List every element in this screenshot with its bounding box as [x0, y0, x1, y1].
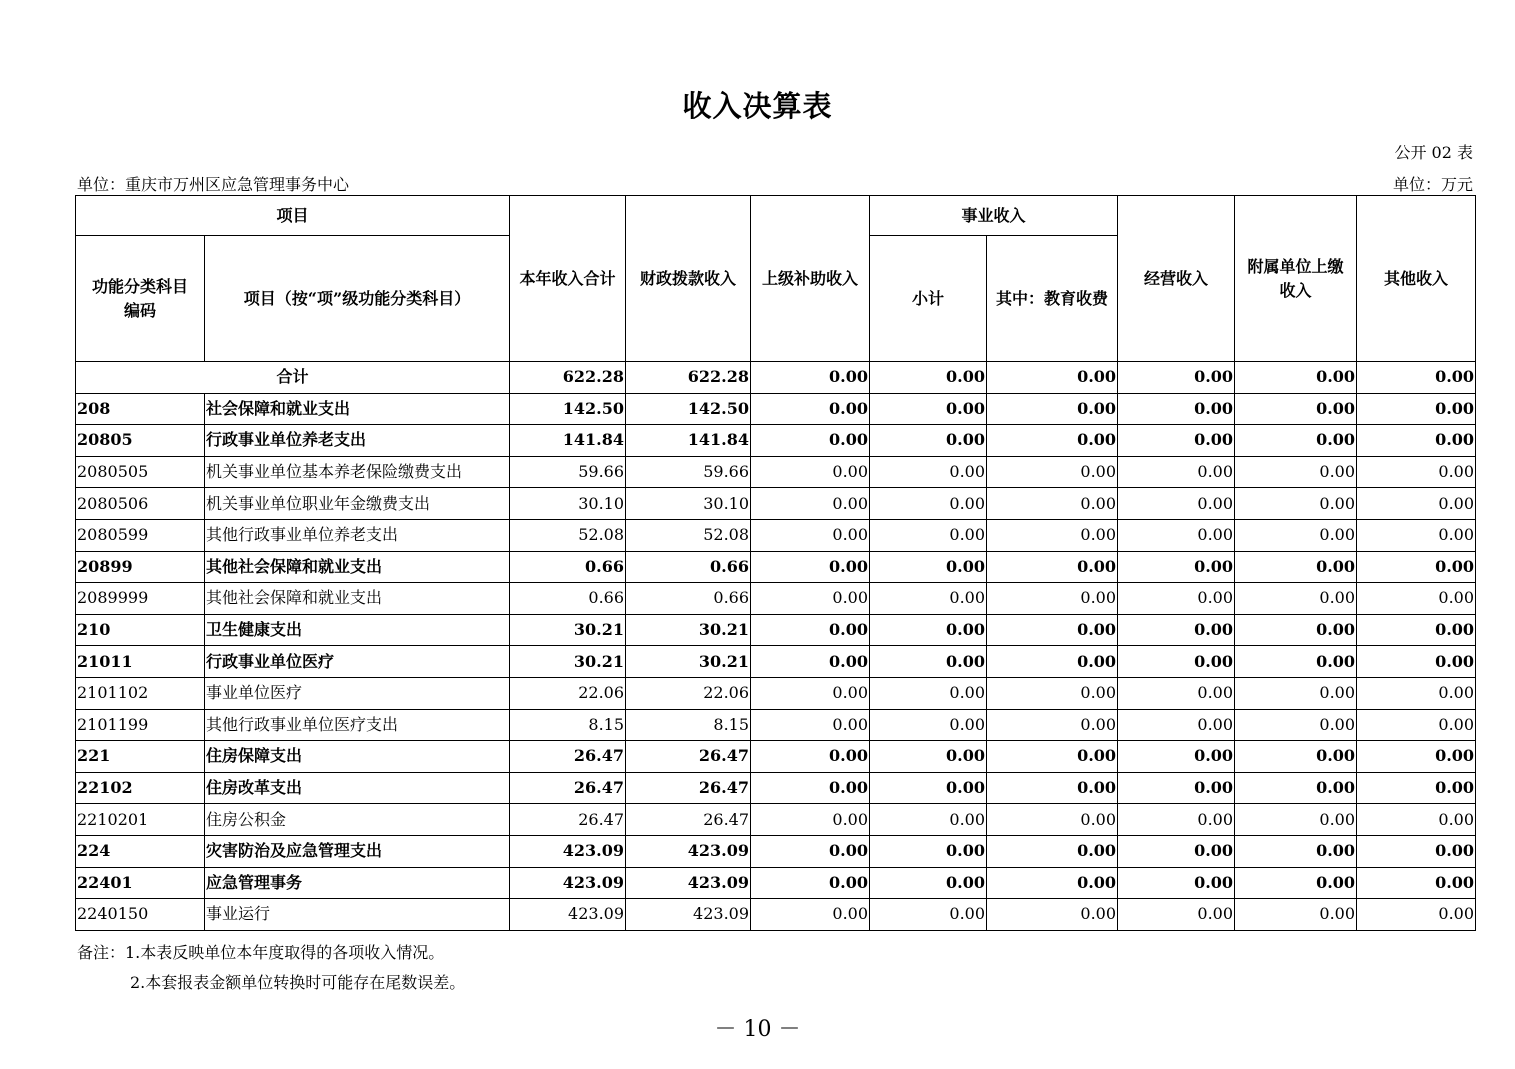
amount-cell: 0.00	[987, 488, 1118, 520]
amount-cell: 0.00	[1118, 425, 1235, 457]
code-cell: 20805	[76, 425, 205, 457]
amount-cell: 0.00	[987, 835, 1118, 867]
amount-cell: 0.00	[1118, 867, 1235, 899]
amount-cell: 0.00	[1118, 804, 1235, 836]
amount-cell: 8.15	[510, 709, 626, 741]
table-row	[76, 646, 1476, 678]
amount-cell: 0.00	[870, 835, 987, 867]
amount-cell: 0.00	[1118, 835, 1235, 867]
total-label: 合计	[76, 362, 510, 394]
amount-cell: 0.00	[870, 741, 987, 773]
amount-cell: 141.84	[510, 425, 626, 457]
currency-unit: 单位：万元	[1392, 175, 1473, 194]
header-superior: 上级补助收入	[751, 196, 870, 362]
amount-cell: 0.00	[1235, 393, 1357, 425]
amount-cell: 22.06	[626, 677, 751, 709]
amount-cell: 0.00	[1235, 772, 1357, 804]
total-cell: 0.00	[1118, 362, 1235, 394]
amount-cell: 0.00	[987, 899, 1118, 931]
amount-cell: 0.00	[987, 741, 1118, 773]
name-cell: 机关事业单位职业年金缴费支出	[205, 488, 510, 520]
name-cell: 住房改革支出	[205, 772, 510, 804]
name-cell: 机关事业单位基本养老保险缴费支出	[205, 456, 510, 488]
amount-cell: 30.21	[510, 646, 626, 678]
code-cell: 2101199	[76, 709, 205, 741]
amount-cell: 0.00	[751, 614, 870, 646]
amount-cell: 0.66	[510, 583, 626, 615]
amount-cell: 0.00	[1235, 583, 1357, 615]
amount-cell: 142.50	[626, 393, 751, 425]
header-operating: 经营收入	[1118, 196, 1235, 362]
amount-cell: 0.00	[870, 804, 987, 836]
amount-cell: 423.09	[626, 835, 751, 867]
amount-cell: 52.08	[510, 519, 626, 551]
amount-cell: 0.00	[870, 646, 987, 678]
amount-cell: 0.00	[751, 646, 870, 678]
code-cell: 208	[76, 393, 205, 425]
amount-cell: 0.00	[751, 425, 870, 457]
amount-cell: 26.47	[626, 772, 751, 804]
amount-cell: 30.10	[626, 488, 751, 520]
amount-cell: 0.00	[751, 835, 870, 867]
total-cell: 0.00	[987, 362, 1118, 394]
amount-cell: 0.00	[751, 456, 870, 488]
amount-cell: 30.21	[626, 614, 751, 646]
amount-cell: 0.00	[1357, 614, 1476, 646]
amount-cell: 59.66	[510, 456, 626, 488]
total-cell: 622.28	[510, 362, 626, 394]
code-cell: 2210201	[76, 804, 205, 836]
amount-cell: 0.00	[1357, 741, 1476, 773]
amount-cell: 0.00	[751, 583, 870, 615]
table-row	[76, 741, 1476, 773]
code-cell: 2089999	[76, 583, 205, 615]
code-cell: 22401	[76, 867, 205, 899]
amount-cell: 30.10	[510, 488, 626, 520]
amount-cell: 0.00	[1357, 551, 1476, 583]
table-row	[76, 677, 1476, 709]
amount-cell: 0.00	[751, 772, 870, 804]
amount-cell: 0.00	[870, 583, 987, 615]
table-row	[76, 488, 1476, 520]
code-cell: 2080506	[76, 488, 205, 520]
name-cell: 行政事业单位养老支出	[205, 425, 510, 457]
amount-cell: 0.66	[626, 551, 751, 583]
amount-cell: 26.47	[510, 772, 626, 804]
amount-cell: 0.00	[1235, 456, 1357, 488]
code-cell: 210	[76, 614, 205, 646]
total-row	[76, 362, 1476, 394]
amount-cell: 0.00	[1118, 899, 1235, 931]
amount-cell: 0.00	[1235, 677, 1357, 709]
amount-cell: 0.00	[987, 614, 1118, 646]
amount-cell: 0.00	[751, 519, 870, 551]
header-name: 项目（按“项”级功能分类科目）	[205, 236, 510, 362]
amount-cell: 0.00	[987, 804, 1118, 836]
amount-cell: 0.00	[1235, 835, 1357, 867]
name-cell: 灾害防治及应急管理支出	[205, 835, 510, 867]
header-total-income: 本年收入合计	[510, 196, 626, 362]
header-other: 其他收入	[1357, 196, 1476, 362]
table-row	[76, 835, 1476, 867]
amount-cell: 0.00	[870, 488, 987, 520]
amount-cell: 0.00	[751, 899, 870, 931]
amount-cell: 0.66	[510, 551, 626, 583]
amount-cell: 0.00	[987, 867, 1118, 899]
code-cell: 2080505	[76, 456, 205, 488]
amount-cell: 26.47	[626, 741, 751, 773]
name-cell: 应急管理事务	[205, 867, 510, 899]
amount-cell: 0.00	[987, 709, 1118, 741]
amount-cell: 0.00	[1357, 519, 1476, 551]
amount-cell: 0.00	[1235, 425, 1357, 457]
notes	[77, 938, 465, 998]
table-row	[76, 519, 1476, 551]
amount-cell: 0.00	[1235, 646, 1357, 678]
note-1: 备注：1.本表反映单位本年度取得的各项收入情况。	[77, 943, 445, 962]
amount-cell: 26.47	[510, 741, 626, 773]
amount-cell: 0.00	[870, 456, 987, 488]
total-cell: 0.00	[1357, 362, 1476, 394]
amount-cell: 0.00	[1235, 741, 1357, 773]
page-title: 收入决算表	[682, 89, 833, 123]
amount-cell: 0.00	[1235, 488, 1357, 520]
amount-cell: 0.00	[987, 456, 1118, 488]
amount-cell: 0.00	[1118, 583, 1235, 615]
reporting-unit: 单位：重庆市万州区应急管理事务中心	[77, 175, 350, 194]
name-cell: 其他社会保障和就业支出	[205, 583, 510, 615]
amount-cell: 423.09	[626, 867, 751, 899]
amount-cell: 0.00	[987, 677, 1118, 709]
code-cell: 2240150	[76, 899, 205, 931]
amount-cell: 0.00	[1357, 804, 1476, 836]
amount-cell: 0.00	[870, 393, 987, 425]
table-row	[76, 709, 1476, 741]
name-cell: 其他社会保障和就业支出	[205, 551, 510, 583]
table-row	[76, 772, 1476, 804]
amount-cell: 0.00	[751, 551, 870, 583]
amount-cell: 0.00	[1357, 835, 1476, 867]
amount-cell: 0.00	[987, 772, 1118, 804]
header-affiliated: 附属单位上缴收入	[1235, 196, 1357, 362]
name-cell: 卫生健康支出	[205, 614, 510, 646]
name-cell: 行政事业单位医疗	[205, 646, 510, 678]
amount-cell: 0.00	[1235, 519, 1357, 551]
amount-cell: 141.84	[626, 425, 751, 457]
amount-cell: 0.00	[751, 677, 870, 709]
amount-cell: 0.00	[1118, 456, 1235, 488]
amount-cell: 0.00	[751, 488, 870, 520]
amount-cell: 0.00	[1357, 393, 1476, 425]
amount-cell: 0.66	[626, 583, 751, 615]
name-cell: 事业单位医疗	[205, 677, 510, 709]
code-cell: 221	[76, 741, 205, 773]
amount-cell: 0.00	[1118, 677, 1235, 709]
amount-cell: 0.00	[987, 519, 1118, 551]
table-row	[76, 393, 1476, 425]
page-number: － 10 －	[714, 1017, 801, 1042]
amount-cell: 0.00	[987, 425, 1118, 457]
header-education: 其中：教育收费	[987, 236, 1118, 362]
form-number: 公开 02 表	[1394, 143, 1473, 162]
amount-cell: 0.00	[1357, 488, 1476, 520]
amount-cell: 0.00	[1235, 709, 1357, 741]
amount-cell: 0.00	[1357, 772, 1476, 804]
table-row	[76, 867, 1476, 899]
amount-cell: 0.00	[1235, 899, 1357, 931]
name-cell: 其他行政事业单位养老支出	[205, 519, 510, 551]
amount-cell: 0.00	[870, 709, 987, 741]
total-cell: 0.00	[870, 362, 987, 394]
code-cell: 20899	[76, 551, 205, 583]
amount-cell: 423.09	[510, 835, 626, 867]
amount-cell: 0.00	[1357, 677, 1476, 709]
amount-cell: 0.00	[1357, 709, 1476, 741]
table-row	[76, 614, 1476, 646]
income-table	[75, 195, 1476, 931]
name-cell: 住房公积金	[205, 804, 510, 836]
code-cell: 224	[76, 835, 205, 867]
name-cell: 社会保障和就业支出	[205, 393, 510, 425]
amount-cell: 0.00	[1118, 646, 1235, 678]
amount-cell: 0.00	[1118, 741, 1235, 773]
amount-cell: 0.00	[751, 867, 870, 899]
total-cell: 0.00	[1235, 362, 1357, 394]
code-cell: 2080599	[76, 519, 205, 551]
amount-cell: 0.00	[751, 804, 870, 836]
code-cell: 2101102	[76, 677, 205, 709]
name-cell: 事业运行	[205, 899, 510, 931]
amount-cell: 0.00	[987, 583, 1118, 615]
code-cell: 22102	[76, 772, 205, 804]
table-row	[76, 899, 1476, 931]
header-subtotal: 小计	[870, 236, 987, 362]
amount-cell: 0.00	[751, 393, 870, 425]
amount-cell: 423.09	[510, 899, 626, 931]
table-row	[76, 425, 1476, 457]
name-cell: 其他行政事业单位医疗支出	[205, 709, 510, 741]
table-row	[76, 583, 1476, 615]
amount-cell: 0.00	[870, 677, 987, 709]
amount-cell: 0.00	[1357, 899, 1476, 931]
amount-cell: 26.47	[626, 804, 751, 836]
amount-cell: 423.09	[626, 899, 751, 931]
table-row	[76, 551, 1476, 583]
amount-cell: 22.06	[510, 677, 626, 709]
amount-cell: 8.15	[626, 709, 751, 741]
amount-cell: 0.00	[870, 772, 987, 804]
amount-cell: 0.00	[870, 425, 987, 457]
amount-cell: 142.50	[510, 393, 626, 425]
amount-cell: 0.00	[870, 551, 987, 583]
amount-cell: 0.00	[1235, 804, 1357, 836]
amount-cell: 0.00	[870, 867, 987, 899]
amount-cell: 0.00	[1118, 614, 1235, 646]
code-cell: 21011	[76, 646, 205, 678]
note-2: 2.本套报表金额单位转换时可能存在尾数误差。	[130, 973, 466, 992]
amount-cell: 0.00	[1118, 551, 1235, 583]
amount-cell: 0.00	[1357, 583, 1476, 615]
amount-cell: 0.00	[1357, 456, 1476, 488]
amount-cell: 0.00	[987, 646, 1118, 678]
amount-cell: 0.00	[1357, 867, 1476, 899]
amount-cell: 0.00	[1235, 867, 1357, 899]
amount-cell: 30.21	[510, 614, 626, 646]
amount-cell: 30.21	[626, 646, 751, 678]
header-business-income: 事业收入	[870, 196, 1118, 236]
amount-cell: 26.47	[510, 804, 626, 836]
amount-cell: 0.00	[870, 519, 987, 551]
total-cell: 0.00	[751, 362, 870, 394]
header-fiscal: 财政拨款收入	[626, 196, 751, 362]
name-cell: 住房保障支出	[205, 741, 510, 773]
header-code: 功能分类科目编码	[76, 236, 205, 362]
amount-cell: 0.00	[1357, 646, 1476, 678]
header-item: 项目	[76, 196, 510, 236]
amount-cell: 0.00	[870, 614, 987, 646]
amount-cell: 59.66	[626, 456, 751, 488]
amount-cell: 52.08	[626, 519, 751, 551]
amount-cell: 0.00	[1118, 519, 1235, 551]
amount-cell: 0.00	[1235, 551, 1357, 583]
amount-cell: 0.00	[987, 551, 1118, 583]
amount-cell: 0.00	[987, 393, 1118, 425]
amount-cell: 0.00	[1118, 393, 1235, 425]
table-row	[76, 456, 1476, 488]
amount-cell: 0.00	[1118, 488, 1235, 520]
amount-cell: 0.00	[1235, 614, 1357, 646]
table-row	[76, 804, 1476, 836]
total-cell: 622.28	[626, 362, 751, 394]
amount-cell: 0.00	[1118, 772, 1235, 804]
amount-cell: 0.00	[1118, 709, 1235, 741]
amount-cell: 0.00	[870, 899, 987, 931]
amount-cell: 0.00	[751, 741, 870, 773]
amount-cell: 0.00	[751, 709, 870, 741]
amount-cell: 423.09	[510, 867, 626, 899]
amount-cell: 0.00	[1357, 425, 1476, 457]
